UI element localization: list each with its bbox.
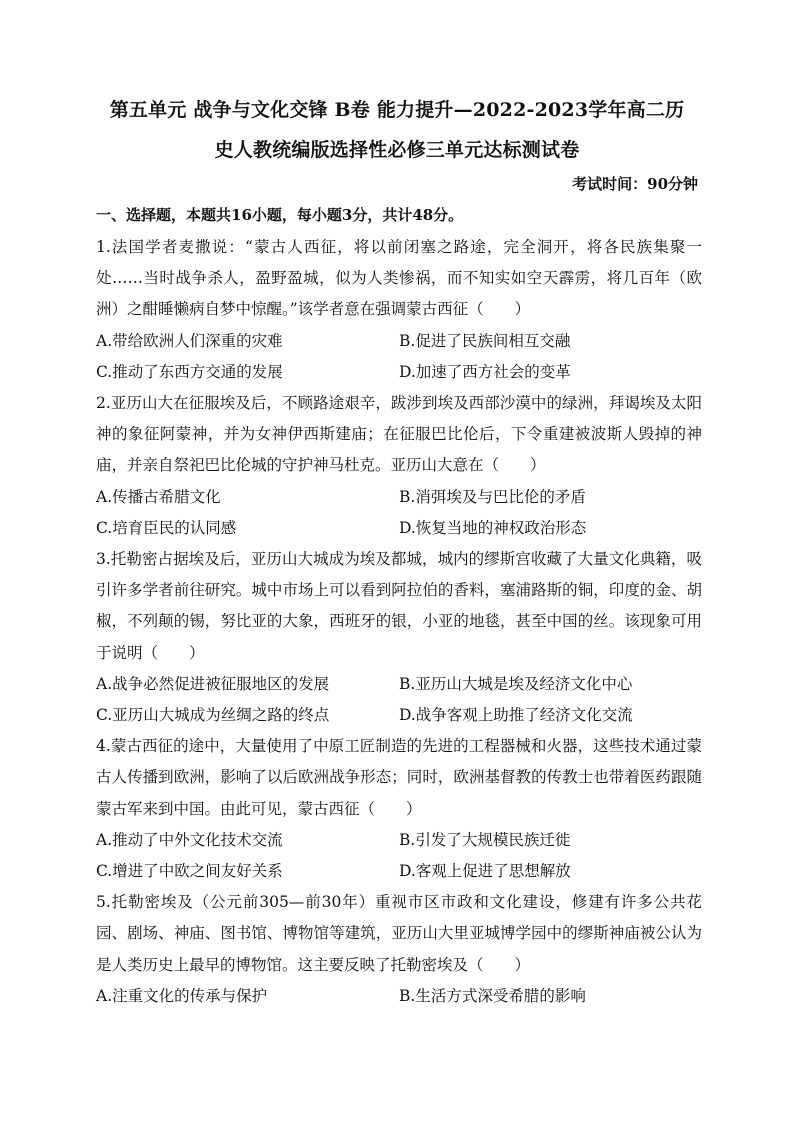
- option-a[interactable]: A.注重文化的传承与保护: [96, 986, 268, 1005]
- option-a[interactable]: A.带给欧洲人们深重的灾难: [96, 331, 283, 350]
- option-c[interactable]: C.推动了东西方交通的发展: [96, 362, 283, 381]
- question-5: [96, 887, 702, 1012]
- question-stem: 3.托勒密占据埃及后，亚历山大城成为埃及都城，城内的缪斯宫收藏了大量文化典籍，吸引许多学者前往研究。城中市场上可以看到阿拉伯的香料，塞浦路斯的铜，印度的金、胡椒，不列颠的锡，努比亚的大象，西班牙的银，小亚的地毯，甚至中国的丝。该现象可用于说明（ ）: [96, 550, 702, 662]
- option-b[interactable]: B.亚历山大城是埃及经济文化中心: [399, 674, 633, 693]
- question-stem: 1.法国学者麦撒说：“蒙古人西征，将以前闭塞之路途，完全洞开，将各民族集聚一处……当时战争杀人，盈野盈城，似为人类惨祸，而不知实如空天霹雳，将几百年（欧洲）之酣睡懒病自梦中惊醒。”该学者意在强调蒙古西征（ ）: [96, 238, 702, 319]
- question-stem: 2.亚历山大在征服埃及后，不顾路途艰辛，跋涉到埃及西部沙漠中的绿洲，拜谒埃及太阳神的象征阿蒙神，并为女神伊西斯建庙；在征服巴比伦后，下令重建被波斯人毁掉的神庙，并亲自祭祀巴比伦城的守护神马杜克。亚历山大意在（ ）: [96, 394, 702, 475]
- question-4: [96, 731, 702, 887]
- question-options: [96, 825, 702, 887]
- option-a[interactable]: A.推动了中外文化技术交流: [96, 830, 283, 849]
- question-stem: 5.托勒密埃及（公元前305—前30年）重视市区市政和文化建设，修建有许多公共花园、剧场、神庙、图书馆、博物馆等建筑，亚历山大里亚城博学园中的缪斯神庙被公认为是人类历史上最早的博物馆。这主要反映了托勒密埃及（ ）: [96, 893, 702, 974]
- exam-title-line-2: 史人教统编版选择性必修三单元达标测试卷: [214, 139, 580, 161]
- option-c[interactable]: C.培育臣民的认同感: [96, 518, 237, 537]
- exam-title-line-1: 第五单元 战争与文化交锋 B卷 能力提升—2022-2023学年高二历: [109, 99, 685, 121]
- option-d[interactable]: D.加速了西方社会的变革: [399, 362, 571, 381]
- question-1: [96, 232, 702, 388]
- option-c[interactable]: C.亚历山大城成为丝绸之路的终点: [96, 706, 330, 725]
- question-list: [96, 232, 702, 1012]
- option-b[interactable]: B.消弭埃及与巴比伦的矛盾: [399, 487, 586, 506]
- option-b[interactable]: B.生活方式深受希腊的影响: [399, 986, 586, 1005]
- option-d[interactable]: D.恢复当地的神权政治形态: [399, 518, 587, 537]
- question-options: [96, 482, 702, 544]
- question-options: [96, 669, 702, 731]
- exam-time: 考试时间：90分钟: [572, 175, 698, 193]
- question-2: [96, 388, 702, 544]
- option-d[interactable]: D.战争客观上助推了经济文化交流: [399, 706, 633, 725]
- question-options: [96, 981, 702, 1012]
- question-3: [96, 544, 702, 731]
- option-d[interactable]: D.客观上促进了思想解放: [399, 862, 571, 881]
- option-a[interactable]: A.战争必然促进被征服地区的发展: [96, 674, 330, 693]
- option-a[interactable]: A.传播古希腊文化: [96, 487, 221, 506]
- section-heading: 一、选择题，本题共16小题，每小题3分，共计48分。: [96, 206, 464, 224]
- question-stem: 4.蒙古西征的途中，大量使用了中原工匠制造的先进的工程器械和火器，这些技术通过蒙古人传播到欧洲，影响了以后欧洲战争形态；同时，欧洲基督教的传教士也带着医药跟随蒙古军来到中国。由此可见，蒙古西征（ ）: [96, 737, 702, 818]
- option-b[interactable]: B.引发了大规模民族迁徙: [399, 830, 571, 849]
- question-options: [96, 326, 702, 388]
- option-b[interactable]: B.促进了民族间相互交融: [399, 331, 571, 350]
- option-c[interactable]: C.增进了中欧之间友好关系: [96, 862, 283, 881]
